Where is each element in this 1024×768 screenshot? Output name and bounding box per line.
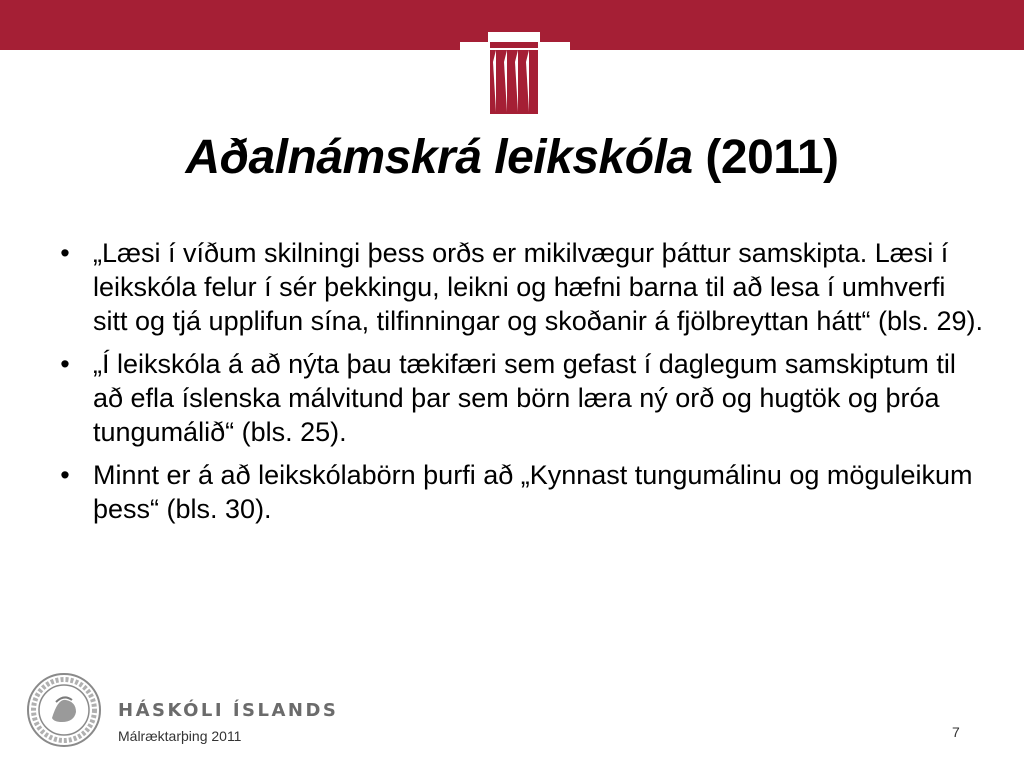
title-year: (2011) <box>705 131 839 184</box>
title-italic-part: Aðalnámskrá leikskóla <box>185 131 693 184</box>
bullet-text: „Í leikskóla á að nýta þau tækifæri sem gefast í daglegum samskiptum til að efla íslenska málvitund þar sem börn læra ný orð og hugtök og þróa tungumálið“ (bls. 25). <box>93 349 956 447</box>
university-seal-icon <box>26 672 102 748</box>
bullet-item <box>55 236 985 338</box>
bullet-marker: • <box>60 349 70 379</box>
footer-event-text: Málræktarþing 2011 <box>118 728 242 744</box>
page-number: 7 <box>952 724 960 740</box>
university-of-iceland-building-icon <box>460 30 570 114</box>
bullet-marker: • <box>60 460 70 490</box>
bullet-text: „Læsi í víðum skilningi þess orðs er mikilvægur þáttur samskipta. Læsi í leikskóla felur í sér þekkingu, leikni og hæfni barna til að lesa í umhverfi sitt og tjá upplifun sína, tilfinningar og skoðanir á fjölbreyttan hátt“ (bls. 29). <box>93 238 983 336</box>
bullet-list <box>55 236 985 535</box>
bullet-text: Minnt er á að leikskólabörn þurfi að „Kynnast tungumálinu og möguleikum þess“ (bls. 30). <box>93 460 973 524</box>
bullet-item <box>55 347 985 449</box>
slide-title <box>0 128 1024 188</box>
bullet-item <box>55 458 985 526</box>
university-name: HÁSKÓLI ÍSLANDS <box>118 700 339 721</box>
bullet-marker: • <box>60 238 70 268</box>
